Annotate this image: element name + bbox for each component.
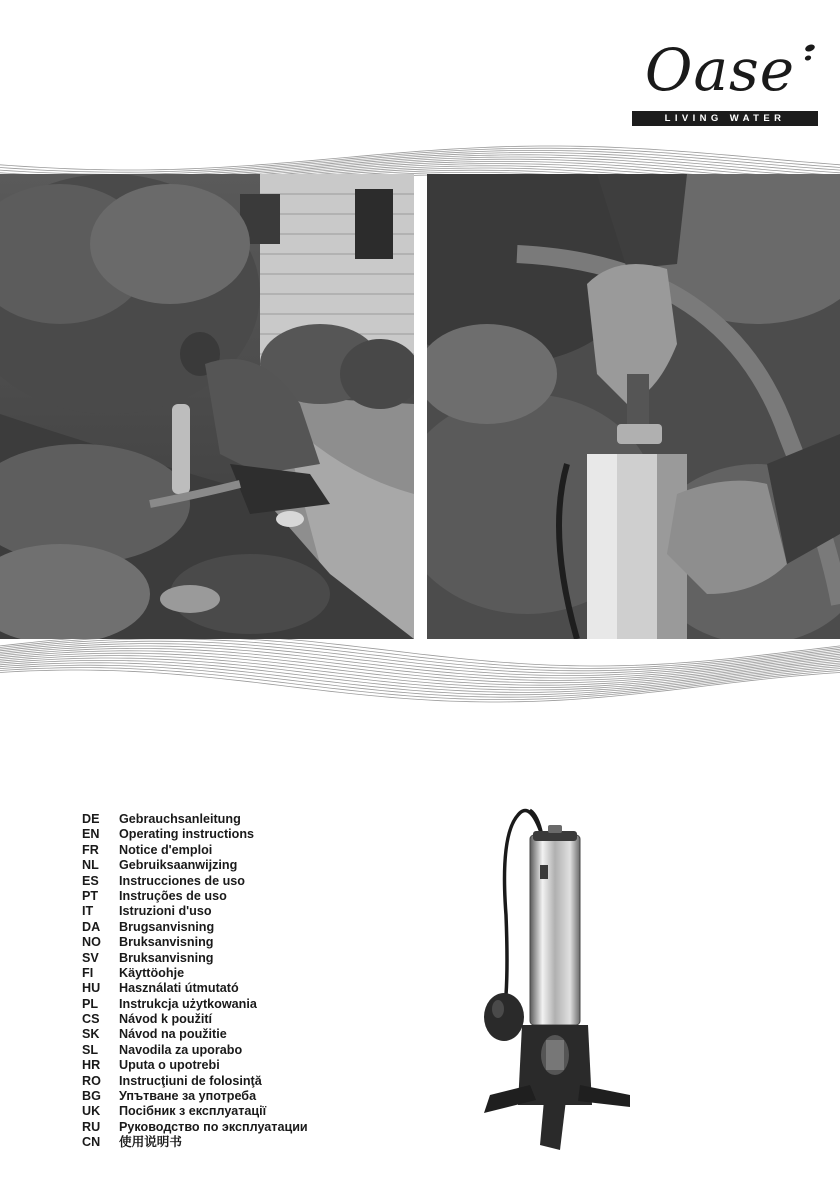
language-code: SK [82,1027,100,1042]
language-row [82,1043,402,1058]
language-code: DE [82,812,100,826]
wave-line [0,150,840,174]
language-code: SV [82,950,99,965]
logo-dots-icon [802,42,818,66]
oase-logo [620,38,820,130]
pump-product-illustration [470,795,650,1155]
language-code: NO [82,935,101,950]
language-row [82,1074,402,1089]
language-title: Gebruiksaanwijzing [119,858,238,873]
language-title: Bruksanvisning [119,950,214,965]
language-list [82,812,402,1151]
wave-line [0,648,840,680]
photo-hose-connection [427,174,840,639]
wave-line [0,153,840,177]
language-code: HR [82,1058,101,1073]
language-title: Istruzioni d'uso [119,904,212,919]
language-code: DA [82,919,101,934]
language-code: CS [82,1012,100,1027]
language-row [82,966,402,981]
language-title: Bruksanvisning [119,935,214,950]
language-title: Упътване за употреба [119,1089,257,1104]
language-row [82,1089,402,1104]
language-code: BG [82,1089,101,1104]
language-row [82,889,402,904]
language-row [82,1058,402,1073]
wave-line [0,641,840,673]
wave-line [0,670,840,702]
language-title: Brugsanvisning [119,919,215,934]
language-title: Használati útmutató [119,981,239,996]
logo-wordmark: Oase [644,36,796,104]
photo-gardener-illustration [0,174,414,639]
wave-line [0,651,840,683]
language-code: IT [82,904,94,919]
wave-line [0,636,840,668]
wave-line [0,656,840,688]
language-code: PL [82,996,99,1011]
language-title: Operating instructions [119,827,255,842]
photo-gardener [0,174,414,639]
language-code: HU [82,981,101,996]
language-title: Navodila za uporabo [119,1042,243,1057]
language-code: CN [82,1135,101,1150]
wave-line [0,653,840,685]
wave-line [0,148,840,172]
language-code: EN [82,827,100,842]
wave-line [0,658,840,690]
wave-line [0,668,840,700]
language-row [82,1104,402,1119]
language-title: Instrukcja użytkowania [119,996,257,1011]
language-row [82,997,402,1012]
language-title: Instrucţiuni de folosinţă [119,1073,262,1088]
language-code: UK [82,1104,101,1119]
language-row [82,843,402,858]
language-code: RU [82,1119,101,1134]
language-title: Uputa o upotrebi [119,1058,220,1073]
language-row [82,1120,402,1135]
language-title: Instruções de uso [119,888,227,903]
language-row [82,1135,402,1150]
language-title: Instrucciones de uso [119,873,245,888]
wave-line [0,665,840,697]
language-code: ES [82,873,99,888]
language-title: 使用说明书 [119,1135,182,1150]
language-row [82,920,402,935]
language-row [82,951,402,966]
wave-line [0,660,840,692]
language-row [82,827,402,842]
wave-line [0,644,840,676]
photo-hose-illustration [427,174,840,639]
language-title: Notice d'emploi [119,842,213,857]
wave-line [0,663,840,695]
language-code: RO [82,1073,101,1088]
language-code: SL [82,1042,99,1057]
language-title: Руководство по эксплуатации [119,1119,308,1134]
language-row [82,874,402,889]
logo-tagline: LIVING WATER [632,111,818,126]
language-row [82,935,402,950]
language-row [82,858,402,873]
wave-line [0,646,840,678]
wave-line [0,639,840,671]
language-title: Návod na použitie [119,1027,227,1042]
language-title: Посібник з експлуатації [119,1104,267,1119]
language-row [82,904,402,919]
language-row [82,812,402,827]
language-code: FR [82,842,99,857]
language-code: PT [82,888,99,903]
language-row [82,981,402,996]
language-row [82,1027,402,1042]
language-title: Gebrauchsanleitung [119,812,241,826]
language-row [82,1012,402,1027]
language-code: FI [82,965,94,980]
language-code: NL [82,858,99,873]
language-title: Návod k použití [119,1012,213,1027]
wave-line [0,146,840,170]
language-title: Käyttöohje [119,965,185,980]
